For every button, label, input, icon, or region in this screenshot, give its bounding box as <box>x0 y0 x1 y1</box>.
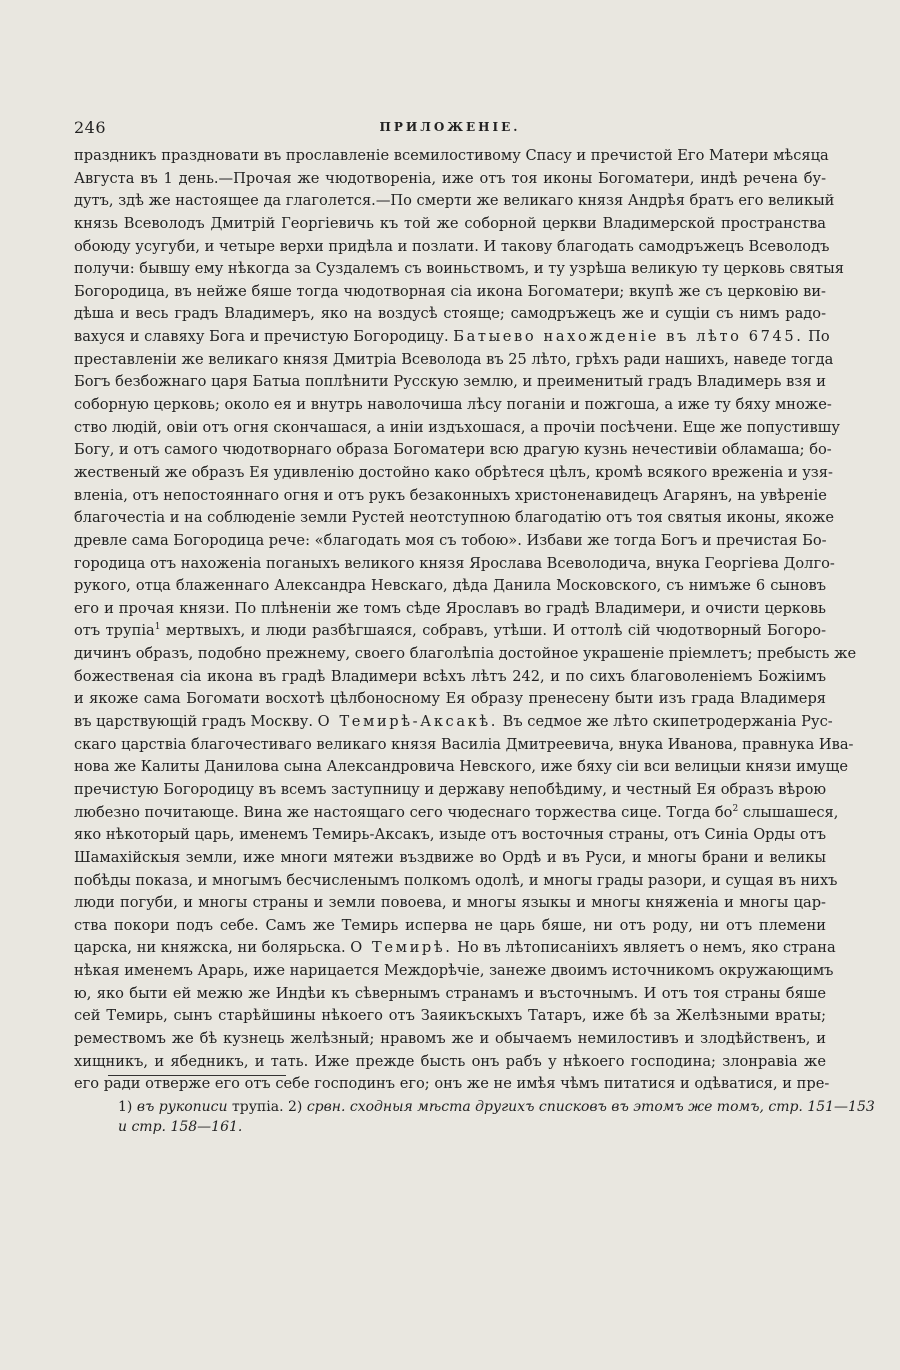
text-line: вленіа, отъ непостояннаго огня и отъ рукъ безаконныхъ христоненавидецъ Агарянъ, на увѣреніе <box>74 486 827 504</box>
text-line: побѣды показа, и многымъ бесчисленымъ полкомъ одолѣ, и многы грады разори, и сущая въ нихъ <box>74 871 838 889</box>
section-heading-batyevo: Батыево нахожденіе въ лѣто 6745. <box>453 328 804 346</box>
text-line: Богородица, въ нейже бяше тогда чюдотворная сіа икона Богоматери; вкупѣ же съ церковію ви- <box>74 282 826 300</box>
text-line: древле сама Богородица рече: «благодать моя съ тобою». Избави же тогда Богъ и пречистая Бо- <box>74 531 827 549</box>
text-line: нѣкая именемъ Арарь, иже нарицается Междорѣчіе, занеже двоимъ источникомъ окружающимъ <box>74 962 834 980</box>
text-segment: слышашеся, <box>738 803 839 821</box>
footnote-mark-2: 2 <box>732 803 739 814</box>
text-line: Богъ безбожнаго царя Батыа поплѣнити Русскую землю, и преименитый градъ Владимерь взя и <box>74 373 826 391</box>
text-segment: мертвыхъ, и люди разбѣгшаяся, собравъ, утѣши. И оттолѣ сій чюдотворный Богоро- <box>165 622 827 640</box>
text-line: Богу, и отъ самого чюдотворнаго образа Богоматери всю драгую кузнь нечестивіи обламаша; бо- <box>74 441 832 459</box>
text-line: хищникъ, и ябедникъ, и тать. Иже прежде бысть онъ рабъ у нѣкоего господина; злонравіа же <box>74 1052 826 1070</box>
footnote-line: и стр. 158—161. <box>118 1119 243 1135</box>
footnote-1-italic: въ рукописи <box>136 1099 228 1115</box>
text-line: пречистую Богородицу въ всемъ заступницу и державу непобѣдиму, и честный Ея образъ вѣрою <box>74 780 827 798</box>
text-line: ремествомъ же бѣ кузнець желѣзный; нравомъ же и обычаемъ немилостивъ и злодѣйственъ, и <box>74 1029 826 1047</box>
text-line: праздникъ праздновати въ прославленіе всемилостивому Спасу и пречистой Его Матери мѣсяца <box>74 147 829 164</box>
text-line: скаго царствіа благочестиваго великаго князя Василіа Дмитреевича, внука Иванова, правнука Ива- <box>74 735 854 753</box>
text-line: соборную церковь; около ея и внутрь наволочиша лѣсу поганіи и пожгоша, а иже ту бяху множе- <box>74 396 832 414</box>
text-segment: вахуся и славяху Бога и пречистую Богородицу. <box>74 328 449 346</box>
text-line: городица отъ нахоженіа поганыхъ великого князя Ярослава Всеволодича, внука Георгіева Долго- <box>74 554 835 572</box>
text-line: сей Темирь, сынъ старѣйшины нѣкоего отъ Заяикъскыхъ Татаръ, иже бѣ за Желѣзными враты; <box>74 1007 826 1025</box>
text-line: его ради отверже его отъ себе господинъ его; онъ же не имѣя чѣмъ питатися и одѣватися, и пре- <box>74 1075 830 1093</box>
text-line: яко нѣкоторый царь, именемъ Темирь-Аксакъ, изыде отъ восточныя страны, отъ Синіа Орды отъ <box>74 826 826 844</box>
text-line: Шамахійскыя земли, иже многи мятежи въздвиже во Ордѣ и въ Руси, и многы брани и великы <box>74 848 826 866</box>
text-line <box>74 802 839 825</box>
text-line: его и прочая князи. По плѣненіи же томъ сѣде Ярославъ во градѣ Владимери, и очисти церковь <box>74 599 826 617</box>
section-heading-temir: О Темирѣ. <box>350 939 453 957</box>
footnote-1-text: трупіа. <box>227 1099 284 1115</box>
text-segment: любезно почитающе. Вина же настоящаго сего чюдеснаго торжества сице. Тогда бо <box>74 803 733 821</box>
text-line <box>74 937 836 960</box>
footnote-mark-1: 1 <box>154 622 161 633</box>
text-line: рукого, отца блаженнаго Александра Невскаго, дѣда Данила Московского, съ нимъже 6 сыновъ <box>74 577 826 595</box>
page-header <box>74 118 826 136</box>
text-line: дутъ, здѣ же настоящее да глаголется.—По смерти же великаго князя Андрѣя братъ его великый <box>74 192 835 210</box>
text-segment: Но въ лѣтописаніихъ являетъ о немъ, яко страна <box>452 939 836 957</box>
text-line: божественая сіа икона въ градѣ Владимери всѣхъ лѣтъ 242, и по сихъ благоволеніемъ Божіимъ <box>74 667 826 685</box>
body-text <box>74 145 857 1096</box>
text-segment: Въ седмое же лѣто скипетродержаніа Рус- <box>497 713 833 731</box>
text-line: преставленіи же великаго князя Дмитріа Всеволода въ 25 лѣто, грѣхъ ради нашихъ, наведе тогда <box>74 350 834 368</box>
text-line: и якоже сама Богомати восхотѣ цѣлбоносному Ея образу пренесену быти изъ града Владимеря <box>74 690 826 708</box>
text-line: получи: бывшу ему нѣкогда за Суздалемъ съ воиньствомъ, и ту узрѣша великую ту церковь святыя <box>74 260 844 278</box>
text-line: князь Всеволодъ Дмитрій Георгіевичь къ той же соборной церкви Владимерской пространства <box>74 214 826 232</box>
text-line <box>74 326 830 349</box>
text-line: ство людій, овіи отъ огня скончашася, а иніи издъхошася, а прочіи посѣчени. Еще же попустившу <box>74 418 840 436</box>
section-heading-temir-aksak: О Темирѣ-Аксакѣ. <box>317 713 498 731</box>
text-line: обоюду усугуби, и четыре верхи придѣла и позлати. И такову благодать самодръжецъ Всеволодъ <box>74 237 830 255</box>
running-title: ПРИЛОЖЕНІЕ. <box>379 120 521 134</box>
text-line <box>74 711 833 734</box>
text-segment: въ царствующій градъ Москву. <box>74 713 313 731</box>
text-line: ства покори подъ себе. Самъ же Темирь исперва не царь бяше, ни отъ роду, ни отъ племени <box>74 916 826 934</box>
text-segment: отъ трупіа <box>74 622 155 640</box>
text-segment: По <box>803 328 830 346</box>
footnote-line <box>118 1097 875 1117</box>
text-line: благочестіа и на соблюденіе земли Рустей неотступною благодатію отъ тоя святыя иконы, якоже <box>74 509 835 527</box>
text-line: люди погуби, и многы страны и земли повоева, и многы языкы и многы княженіа и многы цар- <box>74 894 826 912</box>
footnote-1-number: 1) <box>118 1099 133 1115</box>
text-line <box>74 620 826 643</box>
text-line: ю, яко быти ей межю же Индѣи къ сѣвернымъ странамъ и въсточнымъ. И отъ тоя страны бяше <box>74 984 826 1002</box>
text-line: жественый же образъ Ея удивленію достойно како обрѣтеся цѣлъ, кромѣ всякого вреженіа и узя- <box>74 463 833 481</box>
text-line: дѣша и весь градъ Владимеръ, яко на воздусѣ стояще; самодръжецъ же и сущіи съ нимъ радо- <box>74 305 826 323</box>
footnotes <box>118 1097 875 1137</box>
footnote-2-number: 2) <box>287 1099 303 1115</box>
footnote-divider <box>108 1075 286 1076</box>
text-line: дичинъ образъ, подобно прежнему, своего благолѣпіа достойное украшеніе пріемлетъ; пребысть же <box>74 645 857 663</box>
text-line: Августа въ 1 день.—Прочая же чюдотвореніа, иже отъ тоя иконы Богоматери, индѣ речена бу- <box>74 169 826 187</box>
page-number: 246 <box>74 118 107 137</box>
text-line: нова же Калиты Данилова сына Александровича Невского, иже бяху сіи вси велицыи князи имуще <box>74 758 848 776</box>
footnote-2-text: срвн. сходныя мѣста другихъ списковъ въ этомъ же томъ, стр. 151—153 <box>306 1099 875 1115</box>
text-segment: царска, ни княжска, ни болярьска. <box>74 939 346 957</box>
